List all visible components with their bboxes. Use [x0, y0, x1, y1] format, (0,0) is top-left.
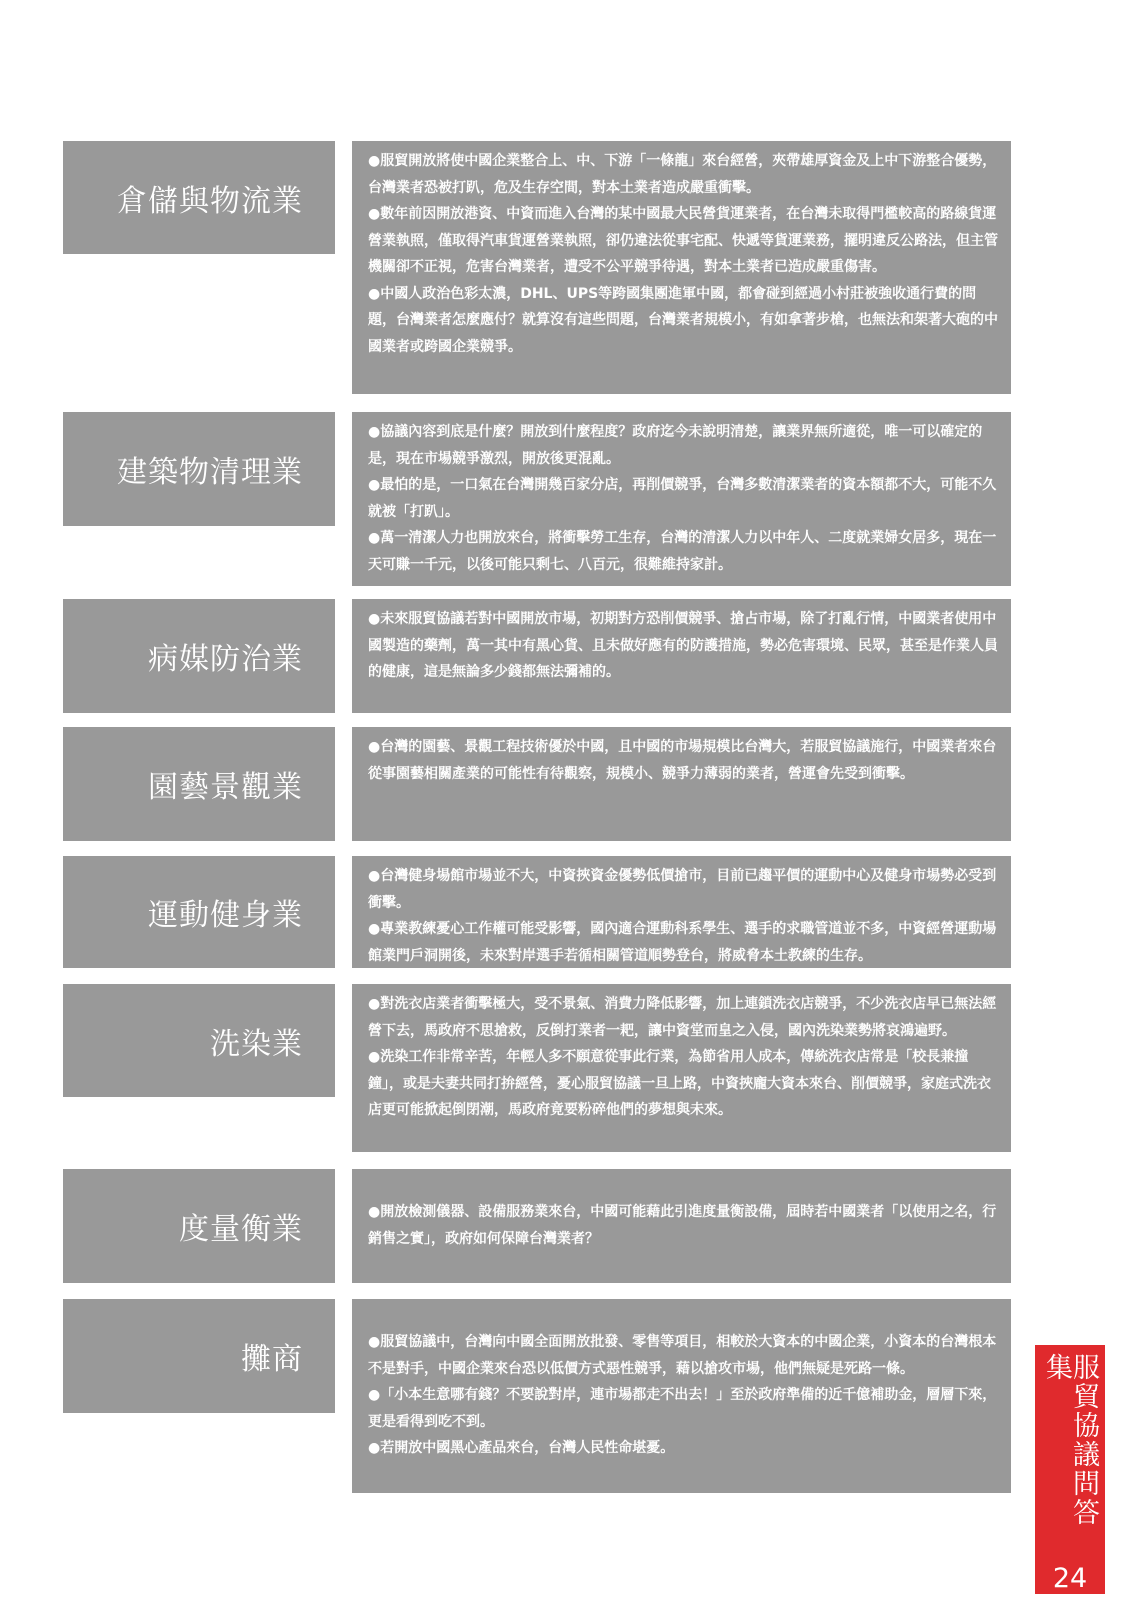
section-content-vendors	[352, 1299, 1011, 1493]
paragraph: ●「小本生意哪有錢？不要說對岸，連市場都走不出去！」至於政府準備的近千億補助金，層層下來，更是看得到吃不到。	[368, 1387, 997, 1430]
section-content-laundry	[352, 984, 1011, 1152]
section-content-warehousing	[352, 141, 1011, 394]
sidebar-tab	[1035, 1345, 1105, 1594]
paragraph: ●洗染工作非常辛苦，年輕人多不願意從事此行業，為節省用人成本，傳統洗衣店常是「校長兼撞鐘」，或是夫妻共同打拚經營，憂心服貿協議一旦上路，中資挾龐大資本來台、削價競爭，家庭式洗衣店更可能掀起倒閉潮，馬政府竟要粉碎他們的夢想與未來。	[368, 1049, 991, 1118]
paragraph: ●數年前因開放港資、中資而進入台灣的某中國最大民營貨運業者，在台灣未取得門檻較高的路線貨運營業執照，僅取得汽車貨運營業執照，卻仍違法從事宅配、快遞等貨運業務，擺明違反公路法，但主管機關卻不正視，危害台灣業者，遭受不公平競爭待遇，對本土業者已造成嚴重傷害。	[368, 206, 998, 275]
paragraph: ●協議內容到底是什麼？開放到什麼程度？政府迄今未說明清楚，讓業界無所適從，唯一可以確定的是，現在市場競爭激烈，開放後更混亂。	[368, 424, 983, 467]
section-title-metrology: 度量衡業	[63, 1169, 335, 1283]
section-content-landscaping	[352, 727, 1011, 841]
section-content-cleaning	[352, 412, 1011, 586]
paragraph: ●服貿開放將使中國企業整合上、中、下游「一條龍」來台經營，夾帶雄厚資金及上中下游整合優勢，台灣業者恐被打趴，危及生存空間，對本土業者造成嚴重衝擊。	[368, 153, 997, 196]
section-content-fitness	[352, 856, 1011, 968]
section-title-fitness: 運動健身業	[63, 856, 335, 968]
section-content-metrology	[352, 1169, 1011, 1283]
page-number: 24	[1052, 1563, 1088, 1594]
section-title-laundry: 洗染業	[63, 984, 335, 1097]
paragraph: ●中國人政治色彩太濃，DHL、UPS等跨國集團進軍中國，都會碰到經過小村莊被強收通行費的問題，台灣業者怎麼應付？就算沒有這些問題，台灣業者規模小，有如拿著步槍，也無法和架著大砲的中國業者或跨國企業競爭。	[368, 285, 998, 355]
section-title-cleaning: 建築物清理業	[63, 412, 335, 526]
paragraph: ●未來服貿協議若對中國開放市場，初期對方恐削價競爭、搶占市場，除了打亂行情，中國業者使用中國製造的藥劑，萬一其中有黑心貨、且未做好應有的防護措施，勢必危害環境、民眾，甚至是作業人員的健康，這是無論多少錢都無法彌補的。	[368, 611, 998, 680]
paragraph: ●專業教練憂心工作權可能受影響，國內適合運動科系學生、選手的求職管道並不多，中資經營運動場館業門戶洞開後，未來對岸選手若循相關管道順勢登台，將威脅本土教練的生存。	[368, 921, 997, 964]
sidebar-title: 服貿協議問答集	[1041, 1353, 1099, 1527]
paragraph: ●服貿協議中，台灣向中國全面開放批發、零售等項目，相較於大資本的中國企業，小資本的台灣根本不是對手，中國企業來台恐以低價方式惡性競爭，藉以搶攻市場，他們無疑是死路一條。	[368, 1334, 997, 1377]
section-title-warehousing: 倉儲與物流業	[63, 141, 335, 254]
paragraph: ●台灣的園藝、景觀工程技術優於中國，且中國的市場規模比台灣大，若服貿協議施行，中國業者來台從事園藝相關產業的可能性有待觀察，規模小、競爭力薄弱的業者，營運會先受到衝擊。	[368, 739, 997, 782]
paragraph: ●開放檢測儀器、設備服務業來台，中國可能藉此引進度量衡設備，屆時若中國業者「以使用之名，行銷售之實」，政府如何保障台灣業者？	[368, 1204, 997, 1247]
section-title-landscaping: 園藝景觀業	[63, 727, 335, 841]
section-title-pest-control: 病媒防治業	[63, 599, 335, 713]
section-title-vendors: 攤商	[63, 1299, 335, 1413]
paragraph: ●最怕的是，一口氣在台灣開幾百家分店，再削價競爭，台灣多數清潔業者的資本額都不大，可能不久就被「打趴」。	[368, 477, 997, 520]
section-content-pest-control	[352, 599, 1011, 713]
paragraph: ●台灣健身場館市場並不大，中資挾資金優勢低價搶市，目前已趨平價的運動中心及健身市場勢必受到衝擊。	[368, 868, 997, 911]
paragraph: ●若開放中國黑心產品來台，台灣人民性命堪憂。	[368, 1440, 675, 1457]
paragraph: ●萬一清潔人力也開放來台，將衝擊勞工生存，台灣的清潔人力以中年人、二度就業婦女居多，現在一天可賺一千元，以後可能只剩七、八百元，很難維持家計。	[368, 530, 997, 573]
paragraph: ●對洗衣店業者衝擊極大，受不景氣、消費力降低影響，加上連鎖洗衣店競爭，不少洗衣店早已無法經營下去，馬政府不思搶救，反倒打業者一耙，讓中資堂而皇之入侵，國內洗染業勢將哀鴻遍野。	[368, 996, 997, 1039]
